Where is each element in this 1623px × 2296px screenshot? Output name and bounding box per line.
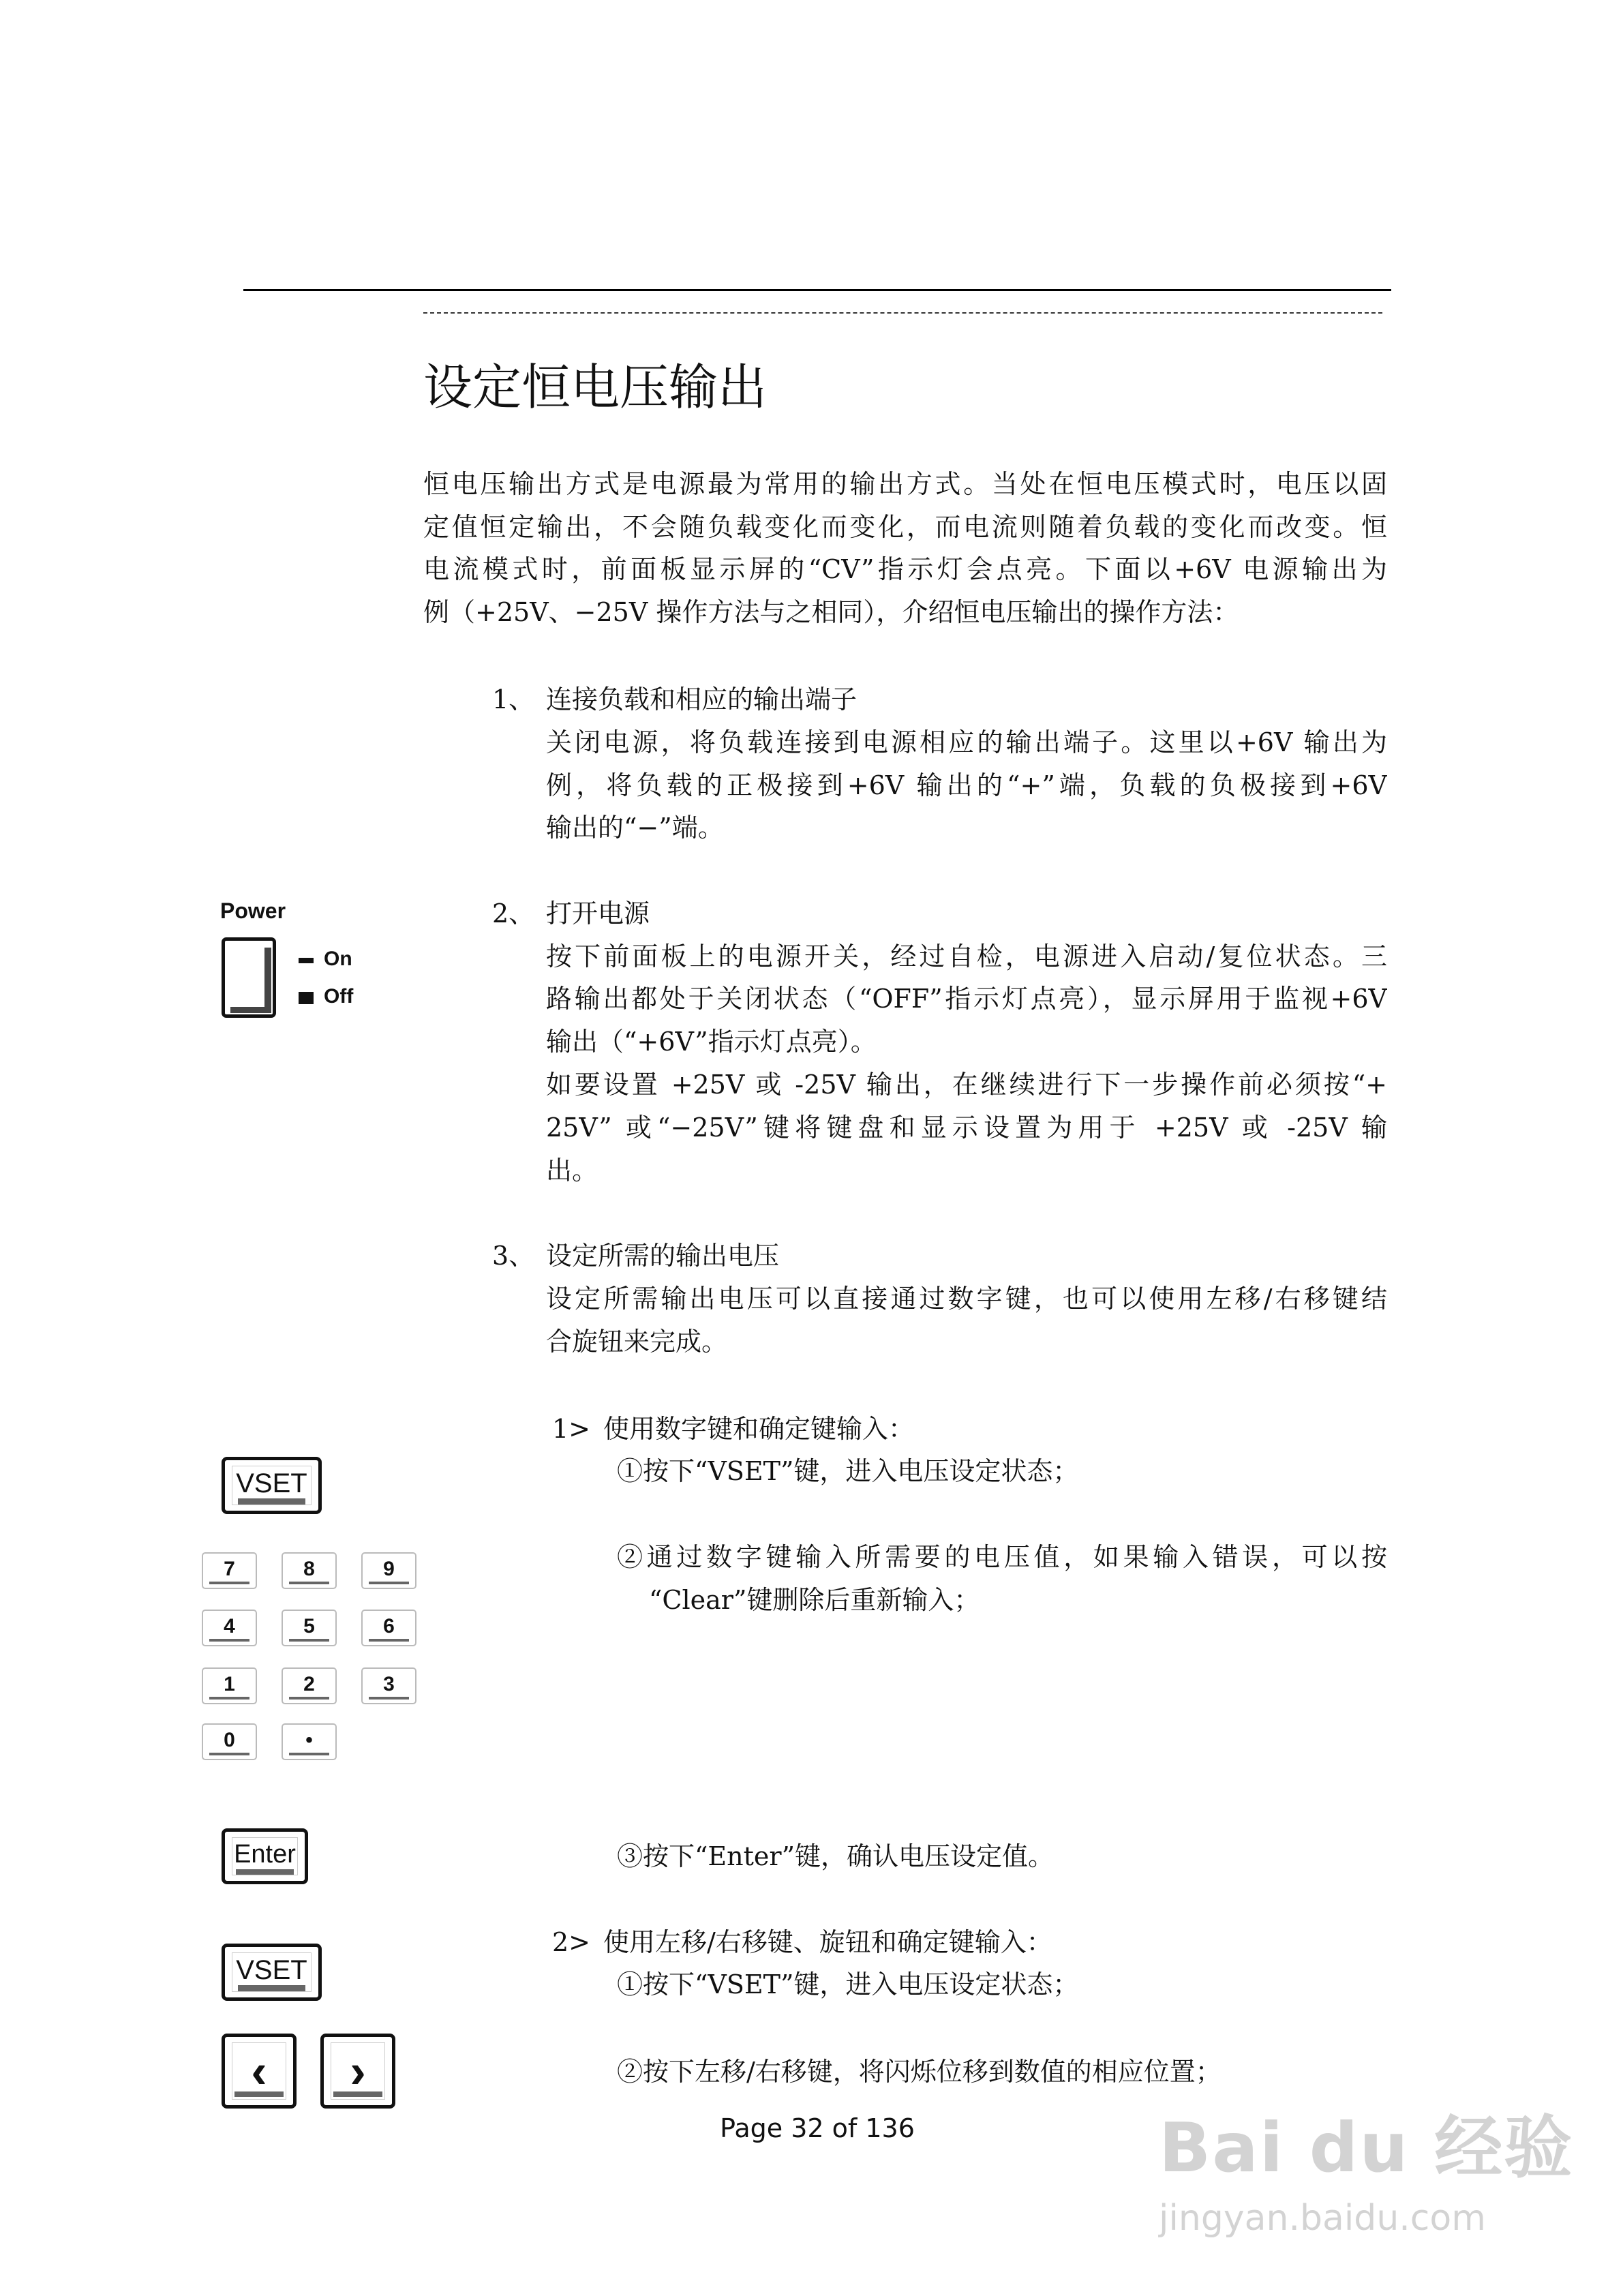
power-switch-icon [222,937,276,1018]
intro-line: 恒电压输出方式是电源最为常用的输出方式。当处在恒电压模式时，电压以固 [423,469,1387,499]
step3-number: 3、 [492,1241,535,1271]
header-rule [243,289,1391,291]
key-label: 0 [224,1729,235,1751]
step1-line: 例，将负载的正极接到+6V 输出的“+”端，负载的负极接到+6V [546,770,1387,800]
header-dashed-rule [423,312,1382,314]
step2-line: 路输出都处于关闭状态（“OFF”指示灯点亮），显示屏用于监视+6V [546,984,1387,1014]
step1-line: 关闭电源，将负载连接到电源相应的输出端子。这里以+6V 输出为 [546,727,1387,757]
key-0[interactable] [202,1723,257,1760]
step1-heading: 连接负载和相应的输出端子 [546,684,858,714]
key-9[interactable] [361,1552,416,1589]
key-5[interactable] [282,1610,337,1646]
intro-line: 电流模式时，前面板显示屏的“CV”指示灯会点亮。下面以+6V 电源输出为 [423,554,1387,584]
page-title: 设定恒电压输出 [423,359,768,416]
right-arrow-key[interactable] [320,2034,395,2109]
power-label: Power [220,898,286,923]
page-number: Page 32 of 136 [720,2113,915,2143]
on-indicator-icon [299,958,314,963]
intro-line: 例（+25V、−25V 操作方法与之相同），介绍恒电压输出的操作方法： [423,597,1239,627]
key-label: 6 [383,1615,395,1637]
key-label: • [305,1729,313,1751]
sub1-step-c: ③按下“Enter”键，确认电压设定值。 [617,1841,1054,1871]
sub2-step-b: ②按下左移/右移键，将闪烁位移到数值的相应位置； [617,2057,1222,2087]
sub1-step-a: ①按下“VSET”键，进入电压设定状态； [617,1456,1079,1486]
key-label: 2 [303,1673,315,1695]
baidu-watermark [1159,2093,1573,2239]
key-4[interactable] [202,1610,257,1646]
key-label: 7 [224,1558,235,1580]
key-label: 5 [303,1615,315,1637]
chevron-right-icon: › [350,2044,366,2098]
vset-key-label: VSET [236,1955,307,1985]
step1-line: 输出的“−”端。 [546,813,724,843]
watermark-url: jingyan.baidu.com [1159,2198,1486,2239]
left-arrow-key[interactable] [222,2034,297,2109]
key-6[interactable] [361,1610,416,1646]
key-label: 4 [224,1615,235,1637]
off-label: Off [324,985,354,1008]
key-label: 3 [383,1673,395,1695]
sub2-heading: 使用左移/右移键、旋钮和确定键输入： [603,1927,1052,1957]
key-3[interactable] [361,1667,416,1704]
step2-line: 25V” 或“−25V”键将键盘和显示设置为用于 +25V 或 -25V 输 [546,1113,1387,1143]
step2-line: 按下前面板上的电源开关，经过自检，电源进入启动/复位状态。三 [546,941,1387,971]
key-label: 1 [224,1673,235,1695]
enter-key-label: Enter [234,1840,296,1869]
on-label: On [324,948,352,970]
sub1-number: 1> [552,1414,591,1444]
vset-key[interactable] [222,1944,322,2001]
sub2-number: 2> [552,1927,591,1957]
key-8[interactable] [282,1552,337,1589]
step3-heading: 设定所需的输出电压 [546,1241,780,1271]
key-decimal[interactable] [282,1723,337,1760]
sub1-step-b-cont: “Clear”键删除后重新输入； [649,1585,980,1615]
step2-line: 输出（“+6V”指示灯点亮）。 [546,1027,877,1057]
sub1-step-b: ②通过数字键输入所需要的电压值，如果输入错误，可以按 [617,1542,1387,1572]
key-1[interactable] [202,1667,257,1704]
enter-key[interactable] [222,1828,308,1884]
step3-line: 合旋钮来完成。 [546,1327,728,1357]
step2-number: 2、 [492,898,535,928]
watermark-brand: Bai du 经验 [1159,2108,1574,2188]
step2-heading: 打开电源 [546,898,650,928]
vset-key[interactable] [222,1457,322,1514]
off-indicator-icon [299,992,314,1004]
key-label: 8 [303,1558,315,1580]
key-7[interactable] [202,1552,257,1589]
sub2-step-a: ①按下“VSET”键，进入电压设定状态； [617,1969,1079,1999]
step3-line: 设定所需输出电压可以直接通过数字键，也可以使用左移/右移键结 [546,1284,1387,1314]
step1-number: 1、 [492,684,535,714]
step2-line: 出。 [546,1155,598,1185]
sub1-heading: 使用数字键和确定键输入： [603,1414,915,1444]
key-2[interactable] [282,1667,337,1704]
step2-line: 如要设置 +25V 或 -25V 输出，在继续进行下一步操作前必须按“+ [546,1070,1387,1100]
vset-key-label: VSET [236,1468,307,1498]
key-label: 9 [383,1558,395,1580]
chevron-left-icon: ‹ [251,2044,267,2098]
intro-line: 定值恒定输出，不会随负载变化而变化，而电流则随着负载的变化而改变。恒 [423,512,1387,542]
